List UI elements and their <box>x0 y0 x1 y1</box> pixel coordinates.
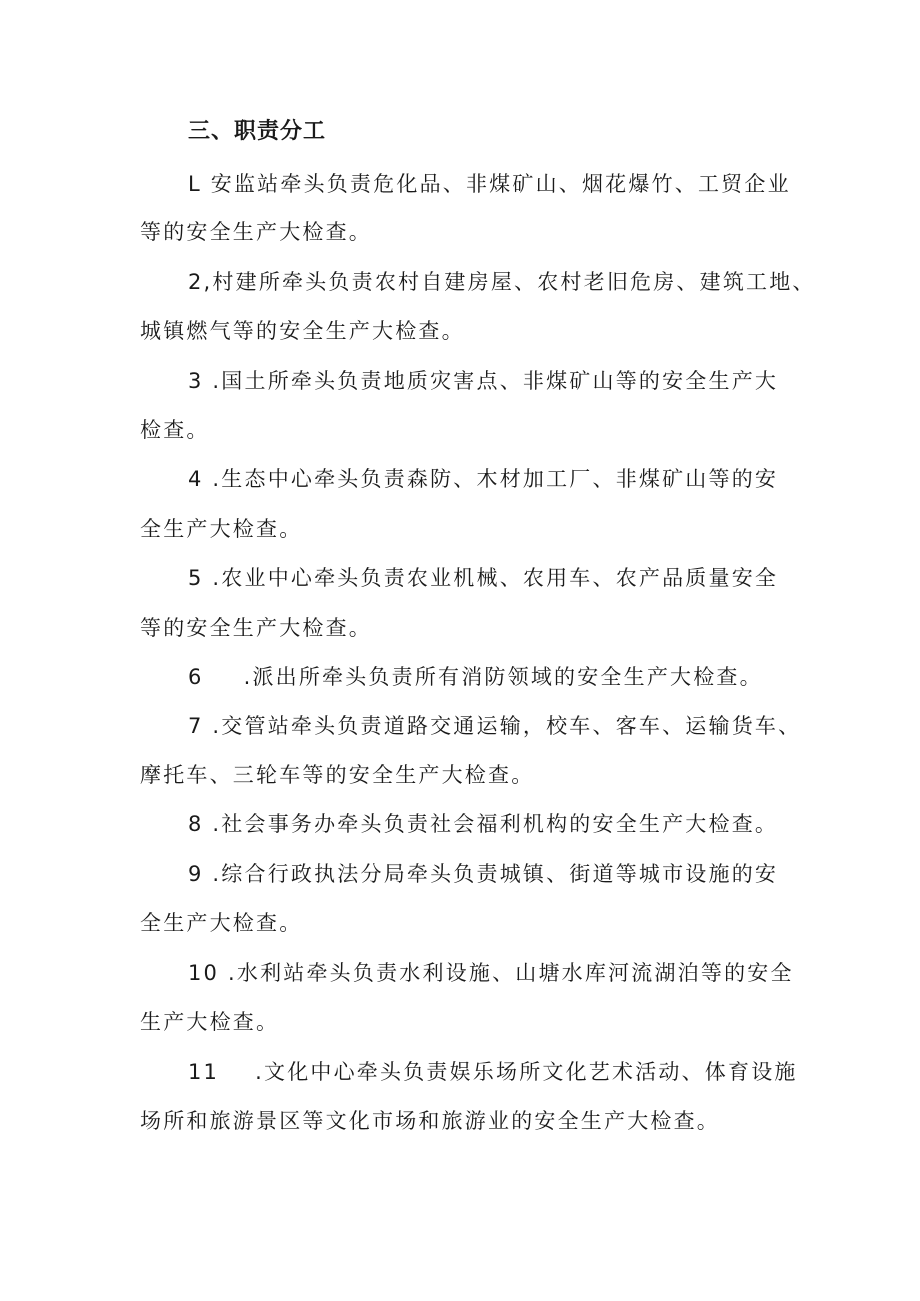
item-11-line-2: 场所和旅游景区等文化市场和旅游业的安全生产大检查。 <box>140 1109 720 1133</box>
item-11-line-1 <box>188 1056 798 1088</box>
item-9-line-1: 9 .综合行政执法分局牵头负责城镇、街道等城市设施的安 <box>188 862 779 886</box>
item-9-line-2: 全生产大检查。 <box>140 911 303 935</box>
item-5-line-1: 5 .农业中心牵头负责农业机械、农用车、农产品质量安全 <box>188 566 779 590</box>
item-6-number: 6 <box>188 665 204 689</box>
item-6-text: .派出所牵头负责所有消防领域的安全生产大检查。 <box>243 665 763 689</box>
item-11-number: 11 <box>188 1060 220 1084</box>
item-10-line-2: 生产大检查。 <box>140 1010 280 1034</box>
item-3-line-1: 3 .国土所牵头负责地质灾害点、非煤矿山等的安全生产大 <box>188 369 779 393</box>
section-heading: 三、职责分工 <box>188 119 327 144</box>
item-2-line-2: 城镇燃气等的安全生产大检查。 <box>140 319 465 343</box>
item-4-line-2: 全生产大检查。 <box>140 517 303 541</box>
item-1-line-2: 等的安全生产大检查。 <box>140 220 372 244</box>
item-6-line-1 <box>188 661 763 693</box>
item-4-line-1: 4 .生态中心牵头负责森防、木材加工厂、非煤矿山等的安 <box>188 467 779 491</box>
item-7-line-2: 摩托车、三轮车等的安全生产大检查。 <box>140 763 535 787</box>
item-7-line-1: 7 .交管站牵头负责道路交通运输，校车、客车、运输货车、 <box>188 714 802 738</box>
item-10-line-1: 10 .水利站牵头负责水利设施、山塘水库河流湖泊等的安全 <box>188 961 794 985</box>
item-3-line-2: 检查。 <box>140 418 210 442</box>
item-1-line-1: L 安监站牵头负责危化品、非煤矿山、烟花爆竹、工贸企业 <box>188 172 791 196</box>
item-5-line-2: 等的安全生产大检查。 <box>140 616 372 640</box>
item-11-text: .文化中心牵头负责娱乐场所文化艺术活动、体育设施 <box>255 1060 798 1084</box>
item-8-line-1: 8 .社会事务办牵头负责社会福利机构的安全生产大检查。 <box>188 812 779 836</box>
item-2-line-1: 2,村建所牵头负责农村自建房屋、农村老旧危房、建筑工地、 <box>188 270 816 294</box>
